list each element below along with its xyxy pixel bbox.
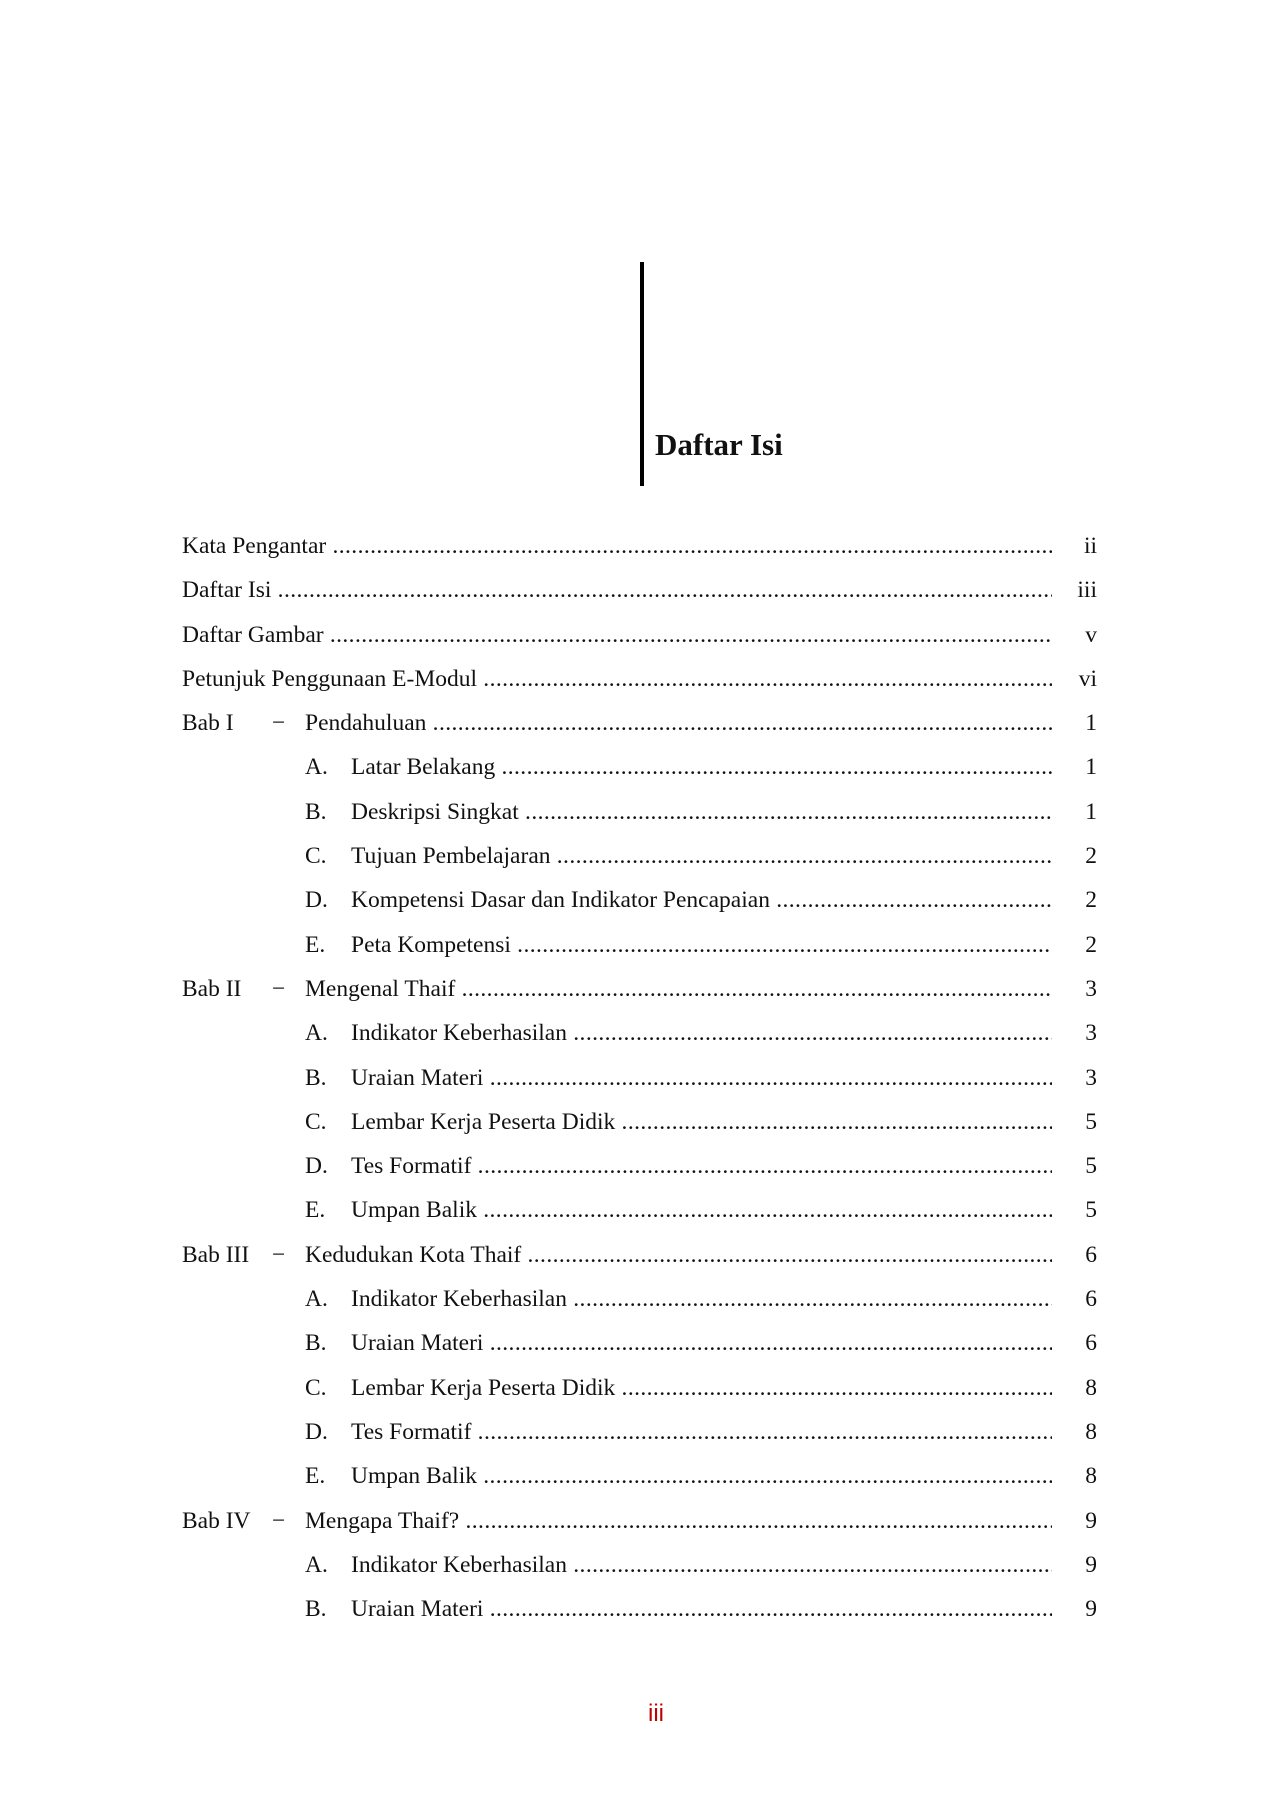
page-number: iii <box>648 1700 664 1727</box>
toc-leader <box>351 1100 1052 1144</box>
toc-entry-title: Kedudukan Kota Thaif <box>305 1241 522 1268</box>
toc-page-number: 9 <box>1085 1596 1097 1623</box>
toc-page-number: 6 <box>1085 1286 1097 1313</box>
toc-entry-title: Mengapa Thaif? <box>305 1507 460 1534</box>
toc-section-letter: E. <box>305 1197 326 1224</box>
toc-leader <box>182 568 1052 612</box>
toc-section-letter: C. <box>305 1108 327 1135</box>
toc-entry-title: Umpan Balik <box>351 1463 477 1490</box>
toc-page-number: 5 <box>1085 1197 1097 1224</box>
toc-chapter-label: Bab II <box>182 975 242 1002</box>
toc-page-number: 1 <box>1085 754 1097 781</box>
toc-section-letter: D. <box>305 1153 328 1180</box>
toc-leader <box>351 1366 1052 1410</box>
toc-entry[interactable] <box>0 1410 1273 1454</box>
toc-entry[interactable] <box>0 1188 1273 1232</box>
toc-leader <box>351 1543 1052 1587</box>
toc-page-number: 5 <box>1085 1153 1097 1180</box>
toc-entry-title: Deskripsi Singkat <box>351 798 519 825</box>
toc-leader <box>305 1233 1052 1277</box>
toc-page-number: iii <box>1077 577 1097 604</box>
toc-leader <box>351 923 1052 967</box>
toc-chapter-label: Bab III <box>182 1241 250 1268</box>
toc-page-number: 8 <box>1085 1463 1097 1490</box>
toc-entry-title: Daftar Isi <box>182 577 272 604</box>
toc-section-letter: C. <box>305 843 327 870</box>
toc-page-number: 9 <box>1085 1507 1097 1534</box>
toc-entry[interactable] <box>0 657 1273 701</box>
toc-entry[interactable] <box>0 1454 1273 1498</box>
toc-entry-title: Tes Formatif <box>351 1418 472 1445</box>
toc-entry-title: Kompetensi Dasar dan Indikator Pencapaian <box>351 887 770 914</box>
toc-section-letter: A. <box>305 754 328 781</box>
toc-leader <box>182 524 1052 568</box>
toc-leader <box>351 1056 1052 1100</box>
toc-entry-title: Daftar Gambar <box>182 621 324 648</box>
toc-entry-title: Uraian Materi <box>351 1064 484 1091</box>
toc-page-number: 1 <box>1085 710 1097 737</box>
toc-section-letter: E. <box>305 931 326 958</box>
toc-page-number: 5 <box>1085 1108 1097 1135</box>
toc-entry-title: Pendahuluan <box>305 710 427 737</box>
toc-leader <box>351 1188 1052 1232</box>
toc-leader <box>351 1587 1052 1631</box>
toc-entry-title: Lembar Kerja Peserta Didik <box>351 1374 616 1401</box>
toc-leader <box>305 701 1052 745</box>
toc-entry-title: Tes Formatif <box>351 1153 472 1180</box>
toc-entry-title: Latar Belakang <box>351 754 496 781</box>
toc-entry[interactable] <box>0 790 1273 834</box>
toc-dash: − <box>272 975 286 1002</box>
toc-leader <box>305 1499 1052 1543</box>
toc-entry-title: Kata Pengantar <box>182 533 327 559</box>
toc-entry[interactable] <box>0 524 1273 568</box>
toc-leader <box>351 1144 1052 1188</box>
toc-page-number: 9 <box>1085 1551 1097 1578</box>
toc-leader <box>351 1410 1052 1454</box>
toc-chapter-label: Bab IV <box>182 1507 251 1534</box>
title-rule <box>640 262 644 486</box>
toc-entry-title: Peta Kompetensi <box>351 931 511 958</box>
toc-leader <box>351 1321 1052 1365</box>
toc-entry-title: Indikator Keberhasilan <box>351 1020 567 1047</box>
toc-page-number: 2 <box>1085 887 1097 914</box>
toc-entry[interactable] <box>0 1056 1273 1100</box>
toc-entry[interactable] <box>0 923 1273 967</box>
toc-section-letter: C. <box>305 1374 327 1401</box>
toc-section-letter: E. <box>305 1463 326 1490</box>
toc-entry[interactable] <box>0 1011 1273 1055</box>
toc-dash: − <box>272 1241 286 1268</box>
toc-page-number: vi <box>1078 665 1097 692</box>
toc-section-letter: B. <box>305 1064 327 1091</box>
toc-leader <box>351 745 1052 789</box>
toc-entry[interactable] <box>0 967 1273 1011</box>
toc-entry[interactable] <box>0 1499 1273 1543</box>
toc-leader <box>351 790 1052 834</box>
toc-section-letter: B. <box>305 1330 327 1357</box>
toc-page-number: 2 <box>1085 931 1097 958</box>
toc-leader <box>182 657 1052 701</box>
toc-page-number: 8 <box>1085 1418 1097 1445</box>
toc-leader <box>351 1454 1052 1498</box>
toc-entry-title: Petunjuk Penggunaan E-Modul <box>182 665 478 692</box>
toc-leader <box>351 834 1052 878</box>
toc-leader <box>182 613 1052 657</box>
toc-entry-title: Tujuan Pembelajaran <box>351 843 551 870</box>
toc-chapter-label: Bab I <box>182 710 234 737</box>
toc-entry-title: Indikator Keberhasilan <box>351 1551 567 1578</box>
toc-section-letter: D. <box>305 1418 328 1445</box>
toc-leader <box>351 1277 1052 1321</box>
toc-page-number: 6 <box>1085 1330 1097 1357</box>
toc-page-number: 3 <box>1085 975 1097 1002</box>
toc-entry[interactable] <box>0 834 1273 878</box>
toc-entry[interactable] <box>0 745 1273 789</box>
toc-entry[interactable] <box>0 878 1273 922</box>
toc-page-number: ii <box>1083 533 1097 559</box>
page-title: Daftar Isi <box>655 427 783 462</box>
toc-entry-title: Indikator Keberhasilan <box>351 1286 567 1313</box>
toc-leader <box>305 967 1052 1011</box>
toc-entry[interactable] <box>0 1277 1273 1321</box>
toc-section-letter: B. <box>305 1596 327 1623</box>
toc-entry[interactable] <box>0 701 1273 745</box>
toc-entry-title: Lembar Kerja Peserta Didik <box>351 1108 616 1135</box>
toc-entry[interactable] <box>0 1233 1273 1277</box>
toc-entry[interactable] <box>0 1543 1273 1587</box>
toc-section-letter: A. <box>305 1551 328 1578</box>
toc-entry[interactable] <box>0 1100 1273 1144</box>
toc-page-number: 2 <box>1085 843 1097 870</box>
toc-section-letter: A. <box>305 1286 328 1313</box>
toc-section-letter: D. <box>305 887 328 914</box>
toc-entry-title: Umpan Balik <box>351 1197 477 1224</box>
toc-entry[interactable] <box>0 1144 1273 1188</box>
toc-page-number: 1 <box>1085 798 1097 825</box>
toc-entry-title: Uraian Materi <box>351 1330 484 1357</box>
toc-section-letter: A. <box>305 1020 328 1047</box>
toc-leader <box>351 1011 1052 1055</box>
toc-leader <box>351 878 1052 922</box>
toc-entry-title: Uraian Materi <box>351 1596 484 1623</box>
toc-page-number: 8 <box>1085 1374 1097 1401</box>
toc-entry[interactable] <box>0 568 1273 612</box>
toc-entry-title: Mengenal Thaif <box>305 975 456 1002</box>
toc-entry[interactable] <box>0 1587 1273 1631</box>
toc-page-number: v <box>1085 621 1097 648</box>
toc-section-letter: B. <box>305 798 327 825</box>
toc-page-number: 6 <box>1085 1241 1097 1268</box>
toc-entry[interactable] <box>0 613 1273 657</box>
table-of-contents <box>0 524 1273 1631</box>
toc-entry[interactable] <box>0 1366 1273 1410</box>
toc-entry[interactable] <box>0 1321 1273 1365</box>
toc-page-number: 3 <box>1085 1020 1097 1047</box>
toc-dash: − <box>272 710 286 737</box>
toc-page-number: 3 <box>1085 1064 1097 1091</box>
toc-dash: − <box>272 1507 286 1534</box>
